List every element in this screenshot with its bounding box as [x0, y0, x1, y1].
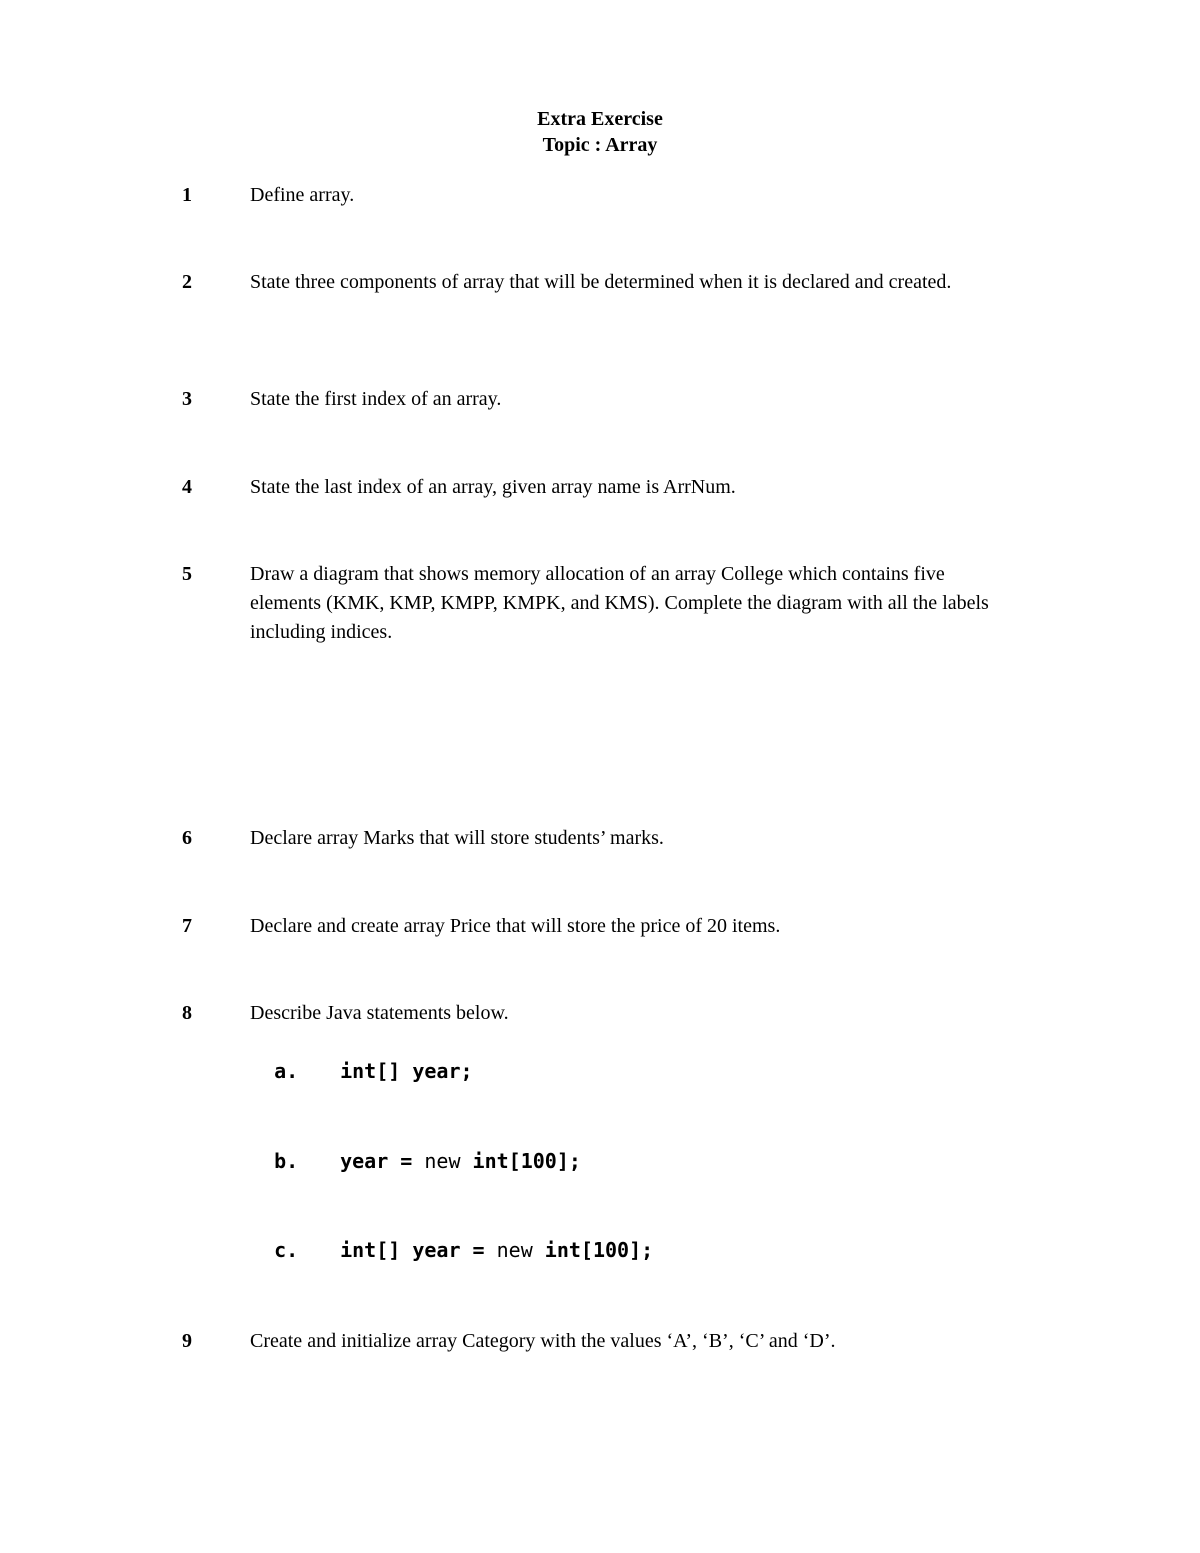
question-number: 9 [182, 1330, 192, 1352]
question-number: 3 [182, 388, 192, 410]
code-text-rest: int[100]; [460, 1149, 581, 1173]
code-keyword: new [424, 1149, 461, 1173]
code-label: a. [274, 1059, 299, 1083]
question-number: 5 [182, 563, 192, 585]
question-text: State three components of array that will be determined when it is declared and created. [250, 271, 952, 293]
question-text: Draw a diagram that shows memory allocation of an array College which contains five elements (KMK, KMP, KMPP, KMPK, and KMS). Complete the diagram with all the labels including indices. [250, 563, 989, 643]
page-header [0, 106, 1200, 158]
question-number: 1 [182, 184, 192, 206]
question-number: 7 [182, 915, 192, 937]
code-text: int[] year = [340, 1238, 497, 1262]
code-label: c. [274, 1238, 299, 1262]
page-title: Extra Exercise [537, 108, 663, 130]
code-statement-a [250, 1028, 473, 1086]
code-statement-b [250, 1118, 581, 1176]
question-text: Create and initialize array Category with the values ‘A’, ‘B’, ‘C’ and ‘D’. [250, 1330, 836, 1352]
code-text: year = [340, 1149, 425, 1173]
code-text: int[] year; [340, 1059, 473, 1083]
question-text: Declare array Marks that will store students’ marks. [250, 827, 664, 849]
page-topic: Topic : Array [542, 134, 658, 156]
code-label: b. [274, 1149, 299, 1173]
question-text: Define array. [250, 184, 355, 206]
question-number: 2 [182, 271, 192, 293]
question-text: Declare and create array Price that will store the price of 20 items. [250, 915, 781, 937]
question-number: 6 [182, 827, 192, 849]
question-number: 4 [182, 476, 192, 498]
question-text: State the last index of an array, given array name is ArrNum. [250, 476, 736, 498]
code-keyword: new [496, 1238, 533, 1262]
code-statement-c [250, 1207, 653, 1265]
code-text-rest: int[100]; [532, 1238, 654, 1262]
question-text: State the first index of an array. [250, 388, 502, 410]
question-text: Describe Java statements below. [250, 1002, 509, 1024]
question-number: 8 [182, 1002, 192, 1024]
